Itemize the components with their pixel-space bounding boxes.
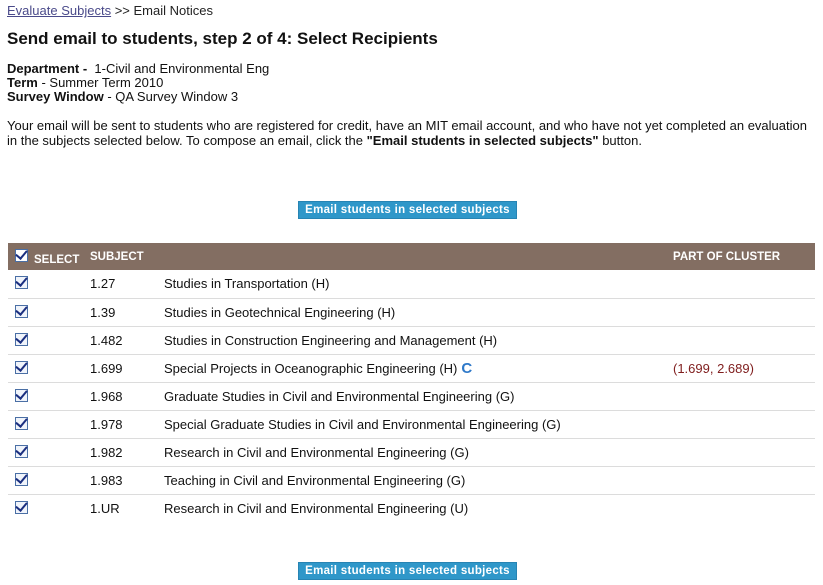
intro-button-name: "Email students in selected subjects" bbox=[366, 133, 599, 148]
select-all-checkbox[interactable] bbox=[15, 249, 28, 262]
subject-title-cell bbox=[164, 354, 673, 382]
intro-text bbox=[7, 118, 807, 148]
row-select-cell bbox=[8, 326, 90, 354]
header-cluster: PART OF CLUSTER bbox=[673, 250, 781, 263]
row-select-checkbox[interactable] bbox=[15, 473, 28, 486]
page-title: Send email to students, step 2 of 4: Select Recipients bbox=[7, 29, 438, 48]
cluster-value bbox=[673, 298, 815, 326]
subject-number: 1.978 bbox=[90, 416, 123, 432]
header-select bbox=[8, 243, 90, 270]
subject-title: Special Projects in Oceanographic Engineering (H) bbox=[164, 360, 458, 376]
subject-title-cell bbox=[164, 326, 673, 354]
department-line bbox=[7, 62, 269, 76]
table-row bbox=[8, 382, 815, 410]
subject-title-cell bbox=[164, 382, 673, 410]
subject-title-cell bbox=[164, 466, 673, 494]
intro-end: button. bbox=[598, 133, 642, 148]
subject-title: Studies in Construction Engineering and Management (H) bbox=[164, 332, 498, 348]
survey-window-line bbox=[7, 90, 269, 104]
header-select-label: SELECT bbox=[34, 253, 80, 266]
intro-main: Your email will be sent to students who are registered for credit, have an MIT email account, and who have not yet completed an evaluation in the subjects selected below. To compose an email, click the bbox=[7, 118, 807, 148]
subject-title-cell bbox=[164, 270, 673, 298]
subject-number: 1.482 bbox=[90, 332, 123, 348]
subject-number: 1.27 bbox=[90, 276, 116, 292]
subject-title: Graduate Studies in Civil and Environmental Engineering (G) bbox=[164, 388, 515, 404]
row-select-cell bbox=[8, 410, 90, 438]
row-select-cell bbox=[8, 354, 90, 382]
subject-title: Studies in Transportation (H) bbox=[164, 276, 330, 292]
row-select-cell bbox=[8, 494, 90, 522]
table-header-row bbox=[8, 243, 815, 270]
cluster-value bbox=[673, 270, 815, 298]
row-select-checkbox[interactable] bbox=[15, 276, 28, 289]
cluster-value bbox=[673, 382, 815, 410]
subject-title: Special Graduate Studies in Civil and Environmental Engineering (G) bbox=[164, 416, 561, 432]
info-block bbox=[7, 62, 269, 104]
subject-number: 1.983 bbox=[90, 472, 123, 488]
subject-title: Studies in Geotechnical Engineering (H) bbox=[164, 304, 396, 320]
table-row bbox=[8, 438, 815, 466]
row-select-cell bbox=[8, 270, 90, 298]
cluster-value bbox=[673, 438, 815, 466]
department-value: 1-Civil and Environmental Eng bbox=[94, 61, 270, 76]
subject-number: 1.699 bbox=[90, 360, 123, 376]
subject-number: 1.39 bbox=[90, 304, 116, 320]
cluster-value bbox=[673, 326, 815, 354]
subject-title: Teaching in Civil and Environmental Engineering (G) bbox=[164, 472, 466, 488]
cluster-value bbox=[673, 410, 815, 438]
header-title bbox=[164, 243, 673, 270]
cluster-value: (1.699, 2.689) bbox=[673, 360, 754, 376]
breadcrumb-link-evaluate-subjects[interactable]: Evaluate Subjects bbox=[7, 3, 112, 18]
table-row bbox=[8, 326, 815, 354]
row-select-checkbox[interactable] bbox=[15, 445, 28, 458]
term-value: - Summer Term 2010 bbox=[41, 75, 164, 90]
row-select-checkbox[interactable] bbox=[15, 417, 28, 430]
table-row bbox=[8, 354, 815, 382]
table-row bbox=[8, 466, 815, 494]
term-line bbox=[7, 76, 269, 90]
subject-title-cell bbox=[164, 410, 673, 438]
subject-title: Research in Civil and Environmental Engineering (U) bbox=[164, 500, 469, 516]
term-label: Term bbox=[7, 75, 38, 90]
header-subject: SUBJECT bbox=[90, 250, 144, 263]
cluster-value bbox=[673, 466, 815, 494]
breadcrumb-current: Email Notices bbox=[133, 3, 213, 18]
cluster-value bbox=[673, 494, 815, 522]
survey-window-value: - QA Survey Window 3 bbox=[107, 89, 239, 104]
row-select-checkbox[interactable] bbox=[15, 389, 28, 402]
row-select-cell bbox=[8, 298, 90, 326]
row-select-checkbox[interactable] bbox=[15, 333, 28, 346]
table-row bbox=[8, 494, 815, 522]
row-select-cell bbox=[8, 466, 90, 494]
email-students-button-bottom[interactable]: Email students in selected subjects bbox=[298, 562, 517, 580]
row-select-checkbox[interactable] bbox=[15, 305, 28, 318]
table-row bbox=[8, 298, 815, 326]
row-select-checkbox[interactable] bbox=[15, 501, 28, 514]
subject-number: 1.968 bbox=[90, 388, 123, 404]
subject-number: 1.982 bbox=[90, 444, 123, 460]
survey-window-label: Survey Window bbox=[7, 89, 104, 104]
subjects-table bbox=[8, 243, 815, 522]
breadcrumb-separator: >> bbox=[114, 3, 130, 18]
table-row bbox=[8, 410, 815, 438]
table-row bbox=[8, 270, 815, 298]
row-select-cell bbox=[8, 382, 90, 410]
subject-title-cell bbox=[164, 494, 673, 522]
row-select-checkbox[interactable] bbox=[15, 361, 28, 374]
subject-title-cell bbox=[164, 298, 673, 326]
breadcrumb bbox=[7, 3, 213, 18]
email-students-button-top[interactable]: Email students in selected subjects bbox=[298, 201, 517, 219]
subject-title-cell bbox=[164, 438, 673, 466]
department-label: Department - bbox=[7, 61, 88, 76]
subject-number: 1.UR bbox=[90, 500, 120, 516]
row-select-cell bbox=[8, 438, 90, 466]
subject-title: Research in Civil and Environmental Engineering (G) bbox=[164, 444, 469, 460]
cluster-icon[interactable]: C bbox=[461, 359, 473, 377]
